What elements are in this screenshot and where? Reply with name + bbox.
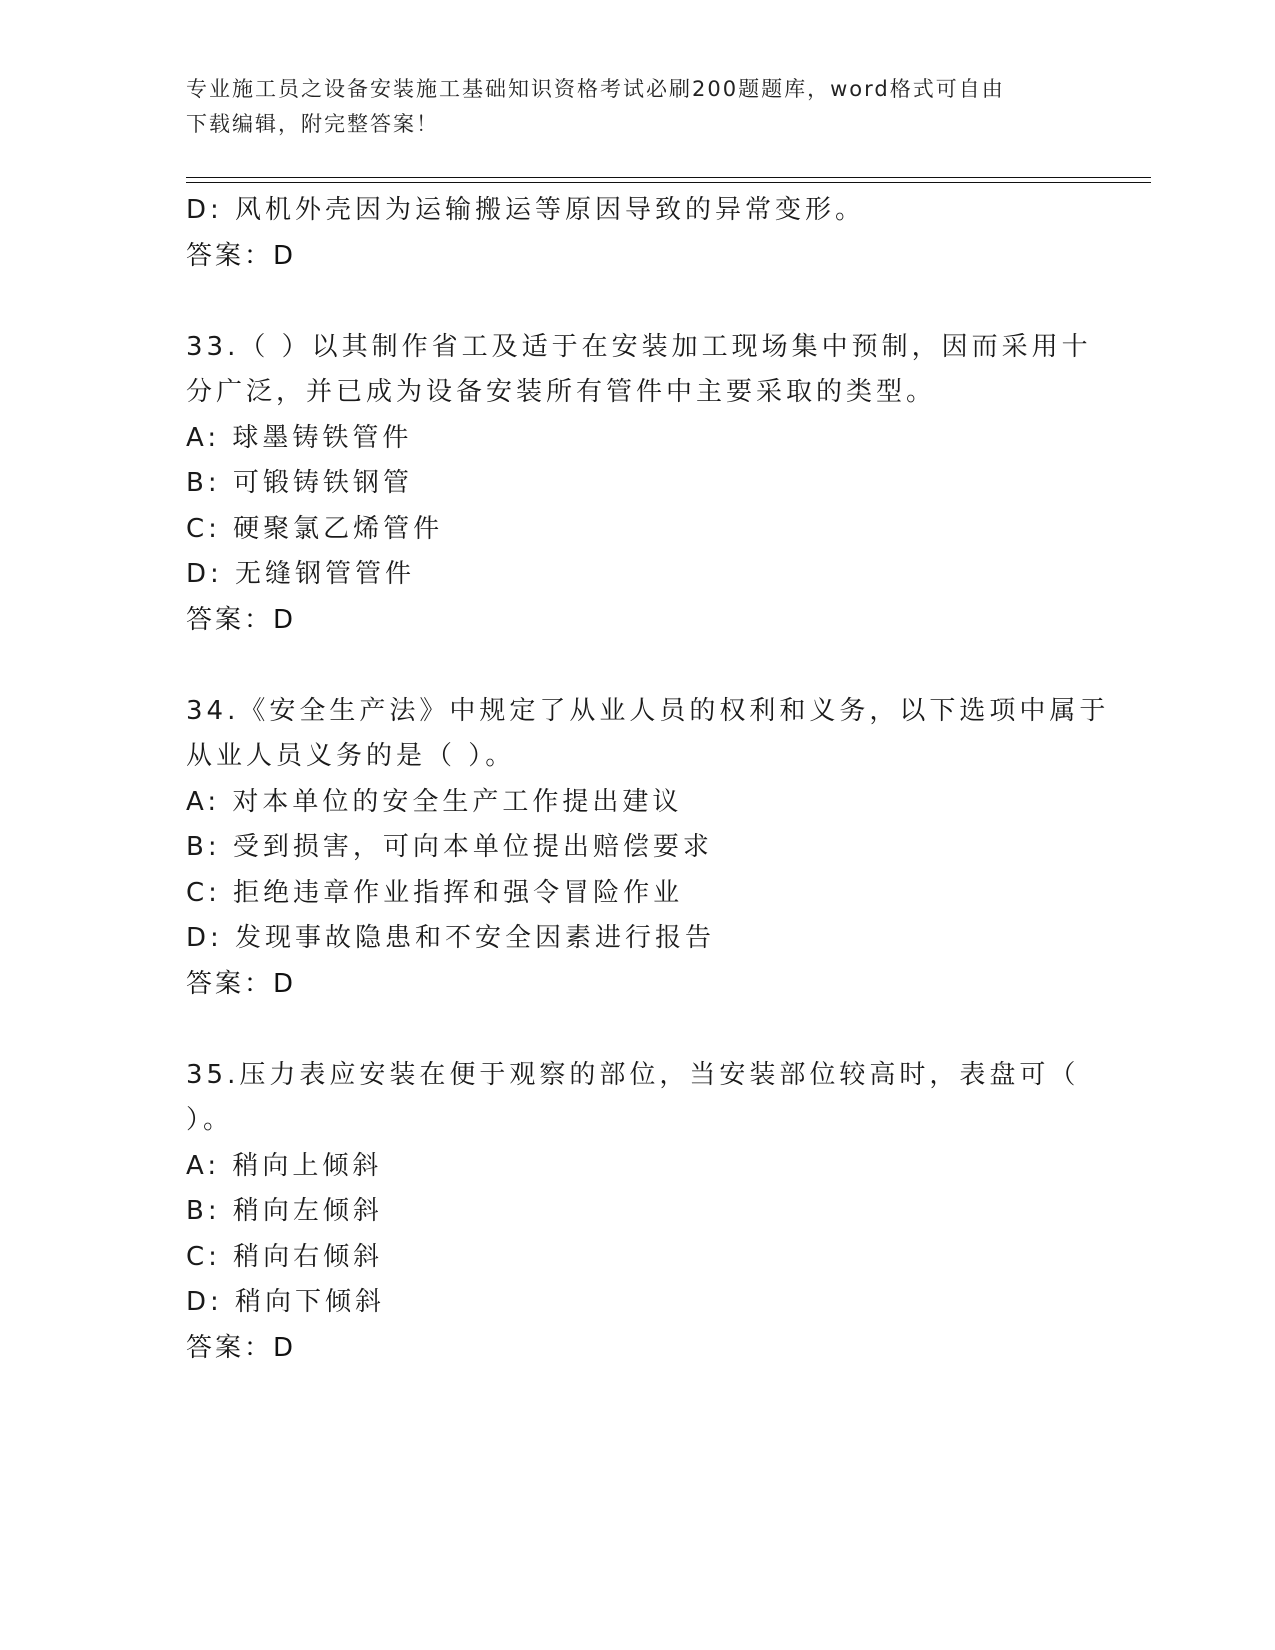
header-title-line-2: 下载编辑，附完整答案！ bbox=[186, 112, 439, 136]
option-a: A: 球墨铸铁管件 bbox=[186, 422, 413, 453]
header-divider-top bbox=[186, 177, 1151, 178]
option-b: B: 受到损害，可向本单位提出赔偿要求 bbox=[186, 832, 713, 862]
answer-line: 答案：D bbox=[186, 240, 297, 271]
question-list bbox=[186, 188, 1110, 1371]
spacer bbox=[186, 1007, 1086, 1053]
option-c: C: 硬聚氯乙烯管件 bbox=[186, 513, 444, 544]
option-d: D: 发现事故隐患和不安全因素进行报告 bbox=[186, 923, 716, 953]
header-title-line-1: 专业施工员之设备安装施工基础知识资格考试必刷200题题库，word格式可自由 bbox=[186, 77, 1005, 101]
question-stem-line-1: 33.（ ）以其制作省工及适于在安装加工现场集中预制，因而采用十 bbox=[186, 331, 1092, 362]
option-a: A: 对本单位的安全生产工作提出建议 bbox=[186, 786, 683, 817]
question-stem-line-2: 从业人员义务的是（ ）。 bbox=[186, 741, 516, 771]
question-stem-line-2: ）。 bbox=[186, 1105, 234, 1135]
option-c: C: 稍向右倾斜 bbox=[186, 1241, 384, 1272]
answer-line: 答案：D bbox=[186, 1332, 297, 1363]
question-stem-line-1: 35.压力表应安装在便于观察的部位，当安装部位较高时，表盘可（ bbox=[186, 1059, 1080, 1090]
spacer bbox=[186, 279, 1086, 325]
question-stem-line-2: 分广泛，并已成为设备安装所有管件中主要采取的类型。 bbox=[186, 377, 937, 407]
option-d: D: 风机外壳因为运输搬运等原因导致的异常变形。 bbox=[186, 195, 866, 225]
answer-line: 答案：D bbox=[186, 968, 297, 999]
answer-line: 答案：D bbox=[186, 604, 297, 635]
option-c: C: 拒绝违章作业指挥和强令冒险作业 bbox=[186, 877, 684, 908]
question-34 bbox=[186, 689, 1110, 1008]
spacer bbox=[186, 643, 1086, 689]
option-d: D: 无缝钢管管件 bbox=[186, 559, 416, 589]
option-b: B: 可锻铸铁钢管 bbox=[186, 468, 413, 498]
header-divider-bottom bbox=[186, 182, 1151, 183]
question-35 bbox=[186, 1053, 1086, 1372]
question-stem-line-1: 34.《安全生产法》中规定了从业人员的权利和义务，以下选项中属于 bbox=[186, 695, 1110, 726]
option-d: D: 稍向下倾斜 bbox=[186, 1287, 386, 1317]
option-a: A: 稍向上倾斜 bbox=[186, 1150, 383, 1181]
document-header bbox=[186, 72, 1086, 142]
previous-question-tail bbox=[186, 188, 1086, 279]
option-b: B: 稍向左倾斜 bbox=[186, 1196, 383, 1226]
question-33 bbox=[186, 325, 1092, 644]
